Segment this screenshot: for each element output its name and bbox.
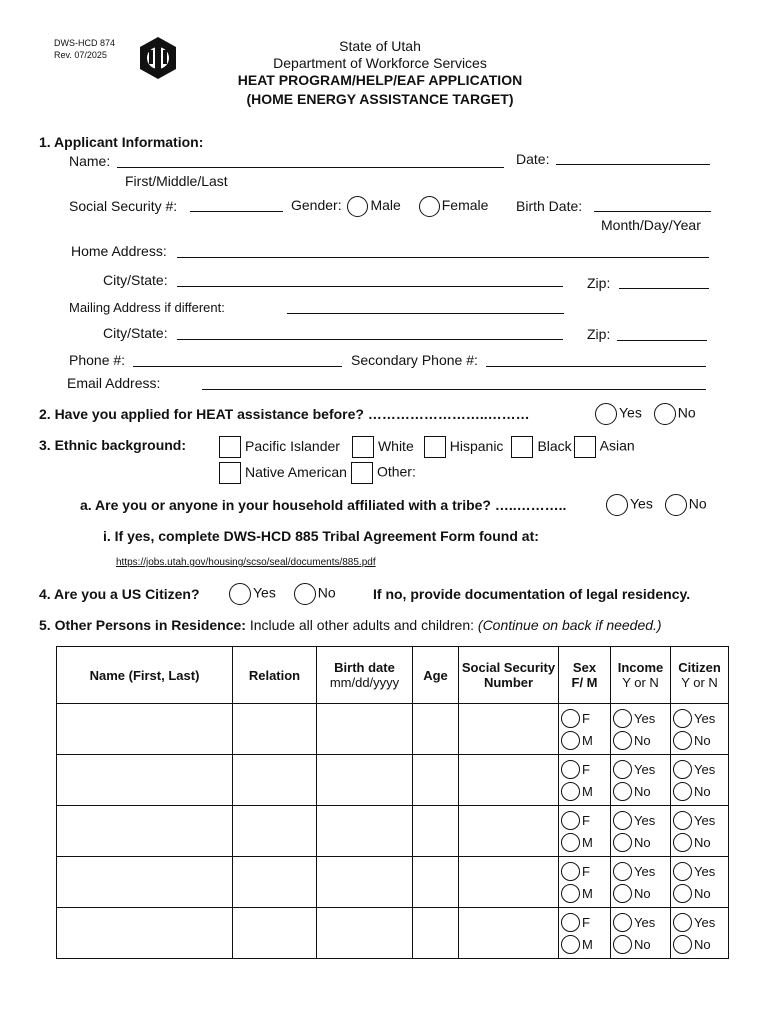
income-yes-radio[interactable] — [613, 709, 632, 728]
income-yes-radio[interactable] — [613, 760, 632, 779]
tribe-no-radio[interactable] — [665, 494, 687, 516]
citizen-option — [671, 758, 728, 780]
name-cell[interactable] — [57, 908, 233, 959]
other-checkbox[interactable] — [351, 462, 373, 484]
citizen-no-label: No — [317, 584, 336, 601]
citizen-yes-radio[interactable] — [673, 811, 692, 830]
income-yes-label: Yes — [634, 812, 656, 828]
hispanic-checkbox[interactable] — [424, 436, 446, 458]
sex-option — [559, 780, 610, 802]
home-address-label: Home Address: — [71, 243, 167, 259]
income-option — [611, 729, 670, 751]
citizen-yes-radio[interactable] — [673, 862, 692, 881]
sex-cell — [559, 908, 611, 959]
income-cell — [611, 908, 671, 959]
age-cell[interactable] — [413, 806, 459, 857]
citizen-no-label: No — [694, 834, 711, 850]
col-ssn-header: Social Security Number — [459, 647, 559, 704]
citizen-option — [671, 707, 728, 729]
city-state-field[interactable] — [177, 286, 563, 287]
col-age-header: Age — [413, 647, 459, 704]
mailing-address-field[interactable] — [287, 313, 564, 314]
asian-checkbox[interactable] — [574, 436, 596, 458]
income-cell — [611, 806, 671, 857]
name-cell[interactable] — [57, 755, 233, 806]
citizen-option — [671, 729, 728, 751]
sex-option — [559, 729, 610, 751]
sex-cell — [559, 755, 611, 806]
citizen-cell — [671, 857, 729, 908]
income-no-label: No — [634, 885, 651, 901]
relation-cell[interactable] — [233, 755, 317, 806]
department-name: Department of Workforce Services — [273, 55, 487, 71]
age-cell[interactable] — [413, 857, 459, 908]
citizen-cell — [671, 755, 729, 806]
age-cell[interactable] — [413, 704, 459, 755]
name-field[interactable] — [117, 167, 504, 168]
email-label: Email Address: — [67, 375, 161, 391]
mailing-city-state-label: City/State: — [103, 325, 168, 341]
income-no-radio[interactable] — [613, 935, 632, 954]
heat-applied-no-radio[interactable] — [654, 403, 676, 425]
citizen-yes-radio[interactable] — [673, 760, 692, 779]
section1-heading: 1. Applicant Information: — [39, 134, 204, 150]
col-income-header: Income Y or N — [611, 647, 671, 704]
birth-date-hint: Month/Day/Year — [601, 217, 701, 233]
email-field[interactable] — [202, 389, 706, 390]
income-no-radio[interactable] — [613, 833, 632, 852]
table-header-row — [57, 647, 729, 704]
income-no-label: No — [634, 936, 651, 952]
relation-cell[interactable] — [233, 806, 317, 857]
heat-applied-yes-radio[interactable] — [595, 403, 617, 425]
date-field[interactable] — [556, 164, 710, 165]
ssn-field[interactable] — [190, 211, 283, 212]
income-option — [611, 758, 670, 780]
citizen-no-radio[interactable] — [673, 884, 692, 903]
birthdate-cell[interactable] — [317, 806, 413, 857]
sex-option — [559, 831, 610, 853]
native-american-checkbox[interactable] — [219, 462, 241, 484]
name-hint: First/Middle/Last — [125, 173, 228, 189]
income-yes-radio[interactable] — [613, 913, 632, 932]
sex-male-radio[interactable] — [561, 935, 580, 954]
sex-option — [559, 911, 610, 933]
income-option — [611, 860, 670, 882]
table-row — [57, 806, 729, 857]
sex-male-radio[interactable] — [561, 884, 580, 903]
heat-applied-no-label: No — [677, 404, 696, 421]
citizen-yes-label: Yes — [694, 812, 716, 828]
income-no-label: No — [634, 732, 651, 748]
sex-male-label: M — [582, 936, 593, 952]
citizen-yes-radio[interactable] — [229, 583, 251, 605]
female-radio[interactable] — [419, 196, 440, 217]
residence-instruction: Include all other adults and children: — [249, 617, 475, 633]
income-yes-label: Yes — [634, 863, 656, 879]
col-name-header: Name (First, Last) — [57, 647, 233, 704]
birthdate-cell[interactable] — [317, 704, 413, 755]
citizen-option — [671, 809, 728, 831]
citizen-no-radio[interactable] — [673, 935, 692, 954]
income-no-label: No — [634, 783, 651, 799]
sex-female-label: F — [582, 863, 590, 879]
sex-female-radio[interactable] — [561, 913, 580, 932]
residence-heading: 5. Other Persons in Residence: — [39, 617, 246, 633]
pacific-islander-checkbox[interactable] — [219, 436, 241, 458]
relation-cell[interactable] — [233, 857, 317, 908]
tribe-yes-radio[interactable] — [606, 494, 628, 516]
income-cell — [611, 755, 671, 806]
citizen-no-label: No — [694, 885, 711, 901]
residence-continue-note: (Continue on back if needed.) — [477, 617, 662, 633]
sex-male-radio[interactable] — [561, 782, 580, 801]
sex-female-radio[interactable] — [561, 862, 580, 881]
ethnic-row-2 — [219, 462, 416, 484]
name-cell[interactable] — [57, 857, 233, 908]
black-label: Black — [537, 437, 572, 454]
sex-female-label: F — [582, 812, 590, 828]
male-radio[interactable] — [347, 196, 368, 217]
citizen-no-radio[interactable] — [673, 833, 692, 852]
phone-field[interactable] — [133, 366, 342, 367]
ethnic-row-1 — [219, 436, 635, 458]
ssn-cell[interactable] — [459, 908, 559, 959]
relation-cell[interactable] — [233, 908, 317, 959]
citizen-no-radio[interactable] — [673, 782, 692, 801]
sex-female-radio[interactable] — [561, 811, 580, 830]
mailing-city-state-field[interactable] — [177, 339, 563, 340]
birthdate-cell[interactable] — [317, 755, 413, 806]
sex-option — [559, 707, 610, 729]
sex-male-radio[interactable] — [561, 833, 580, 852]
citizen-option — [671, 911, 728, 933]
female-label: Female — [441, 197, 489, 214]
citizen-option — [671, 860, 728, 882]
sex-male-radio[interactable] — [561, 731, 580, 750]
tribal-form-note: i. If yes, complete DWS-HCD 885 Tribal Agreement Form found at: — [103, 528, 539, 544]
income-no-radio[interactable] — [613, 884, 632, 903]
mailing-address-label: Mailing Address if different: — [69, 300, 225, 315]
zip-label: Zip: — [587, 275, 611, 291]
income-cell — [611, 704, 671, 755]
other-label: Other: — [376, 463, 416, 480]
citizen-cell — [671, 806, 729, 857]
pacific-islander-label: Pacific Islander — [245, 437, 340, 454]
income-option — [611, 882, 670, 904]
state-name: State of Utah — [339, 38, 421, 54]
citizen-no-label: No — [694, 783, 711, 799]
sex-cell — [559, 857, 611, 908]
ssn-cell[interactable] — [459, 704, 559, 755]
sex-option — [559, 809, 610, 831]
name-cell[interactable] — [57, 806, 233, 857]
sex-option — [559, 933, 610, 955]
ethnic-heading: 3. Ethnic background: — [39, 437, 187, 453]
sex-female-radio[interactable] — [561, 709, 580, 728]
name-cell[interactable] — [57, 704, 233, 755]
sex-male-label: M — [582, 834, 593, 850]
citizen-yes-radio[interactable] — [673, 709, 692, 728]
name-label: Name: — [69, 153, 111, 169]
residence-heading-line — [39, 617, 662, 633]
income-yes-label: Yes — [634, 761, 656, 777]
citizen-no-radio[interactable] — [673, 731, 692, 750]
citizen-question: 4. Are you a US Citizen? — [39, 586, 200, 602]
citizen-option — [671, 780, 728, 802]
tribe-options — [606, 494, 707, 516]
tribe-question: a. Are you or anyone in your household affiliated with a tribe? …..……….. — [80, 497, 567, 513]
citizen-yes-label: Yes — [253, 584, 276, 601]
heat-applied-yes-label: Yes — [619, 404, 642, 421]
income-option — [611, 911, 670, 933]
form-revision: Rev. 07/2025 — [54, 50, 107, 60]
citizen-yes-radio[interactable] — [673, 913, 692, 932]
sex-cell — [559, 704, 611, 755]
secondary-phone-field[interactable] — [486, 366, 706, 367]
citizen-option — [671, 882, 728, 904]
citizen-option — [671, 831, 728, 853]
sex-option — [559, 758, 610, 780]
sex-male-label: M — [582, 885, 593, 901]
asian-label: Asian — [599, 437, 635, 454]
household-table — [56, 646, 729, 959]
income-option — [611, 831, 670, 853]
white-label: White — [377, 437, 414, 454]
form-subtitle: (HOME ENERGY ASSISTANCE TARGET) — [246, 91, 514, 107]
native-american-label: Native American — [245, 463, 347, 480]
home-address-field[interactable] — [177, 257, 709, 258]
sex-option — [559, 882, 610, 904]
birth-date-label: Birth Date: — [516, 198, 583, 214]
table-row — [57, 704, 729, 755]
sex-option — [559, 860, 610, 882]
table-row — [57, 908, 729, 959]
table-row — [57, 755, 729, 806]
income-yes-radio[interactable] — [613, 811, 632, 830]
income-no-radio[interactable] — [613, 731, 632, 750]
male-label: Male — [370, 197, 401, 214]
phone-label: Phone #: — [69, 352, 126, 368]
city-state-label: City/State: — [103, 272, 168, 288]
sex-male-label: M — [582, 732, 593, 748]
ssn-cell[interactable] — [459, 806, 559, 857]
income-option — [611, 780, 670, 802]
form-title: HEAT PROGRAM/HELP/EAF APPLICATION — [237, 72, 523, 88]
col-relation-header: Relation — [233, 647, 317, 704]
sex-female-radio[interactable] — [561, 760, 580, 779]
citizen-yes-label: Yes — [694, 914, 716, 930]
mailing-zip-label: Zip: — [587, 326, 611, 342]
heat-applied-options — [595, 403, 696, 425]
black-checkbox[interactable] — [511, 436, 533, 458]
sex-female-label: F — [582, 914, 590, 930]
citizen-options — [229, 583, 336, 605]
income-yes-label: Yes — [634, 710, 656, 726]
income-option — [611, 707, 670, 729]
sex-cell — [559, 806, 611, 857]
sex-female-label: F — [582, 761, 590, 777]
citizen-option — [671, 933, 728, 955]
utah-dws-logo — [136, 36, 180, 80]
ssn-label: Social Security #: — [69, 198, 178, 214]
gender-group — [291, 196, 488, 217]
age-cell[interactable] — [413, 908, 459, 959]
tribe-no-label: No — [688, 495, 707, 512]
hispanic-label: Hispanic — [449, 437, 504, 454]
sex-female-label: F — [582, 710, 590, 726]
citizen-note: If no, provide documentation of legal residency. — [373, 586, 691, 602]
form-id: DWS-HCD 874 — [54, 38, 116, 48]
household-table-body — [57, 704, 729, 959]
income-cell — [611, 857, 671, 908]
age-cell[interactable] — [413, 755, 459, 806]
citizen-cell — [671, 704, 729, 755]
tribal-form-link[interactable]: https://jobs.utah.gov/housing/scso/seal/documents/885.pdf — [116, 557, 376, 568]
income-no-label: No — [634, 834, 651, 850]
date-label: Date: — [516, 151, 550, 167]
zip-field[interactable] — [619, 288, 709, 289]
secondary-phone-label: Secondary Phone #: — [351, 352, 478, 368]
citizen-no-label: No — [694, 936, 711, 952]
income-option — [611, 933, 670, 955]
col-sex-header: Sex F/ M — [559, 647, 611, 704]
birth-date-field[interactable] — [594, 211, 711, 212]
ssn-cell[interactable] — [459, 755, 559, 806]
citizen-cell — [671, 908, 729, 959]
col-birthdate-header: Birth date mm/dd/yyyy — [317, 647, 413, 704]
white-checkbox[interactable] — [352, 436, 374, 458]
income-option — [611, 809, 670, 831]
sex-male-label: M — [582, 783, 593, 799]
citizen-yes-label: Yes — [694, 863, 716, 879]
birthdate-cell[interactable] — [317, 908, 413, 959]
citizen-yes-label: Yes — [694, 761, 716, 777]
col-citizen-header: Citizen Y or N — [671, 647, 729, 704]
heat-applied-question: 2. Have you applied for HEAT assistance before? ……………………..……… — [39, 406, 530, 422]
citizen-no-label: No — [694, 732, 711, 748]
relation-cell[interactable] — [233, 704, 317, 755]
income-yes-label: Yes — [634, 914, 656, 930]
birthdate-cell[interactable] — [317, 857, 413, 908]
citizen-no-radio[interactable] — [294, 583, 316, 605]
tribe-yes-label: Yes — [630, 495, 653, 512]
citizen-yes-label: Yes — [694, 710, 716, 726]
table-row — [57, 857, 729, 908]
income-no-radio[interactable] — [613, 782, 632, 801]
income-yes-radio[interactable] — [613, 862, 632, 881]
mailing-zip-field[interactable] — [617, 340, 707, 341]
ssn-cell[interactable] — [459, 857, 559, 908]
gender-label: Gender: — [291, 197, 342, 214]
